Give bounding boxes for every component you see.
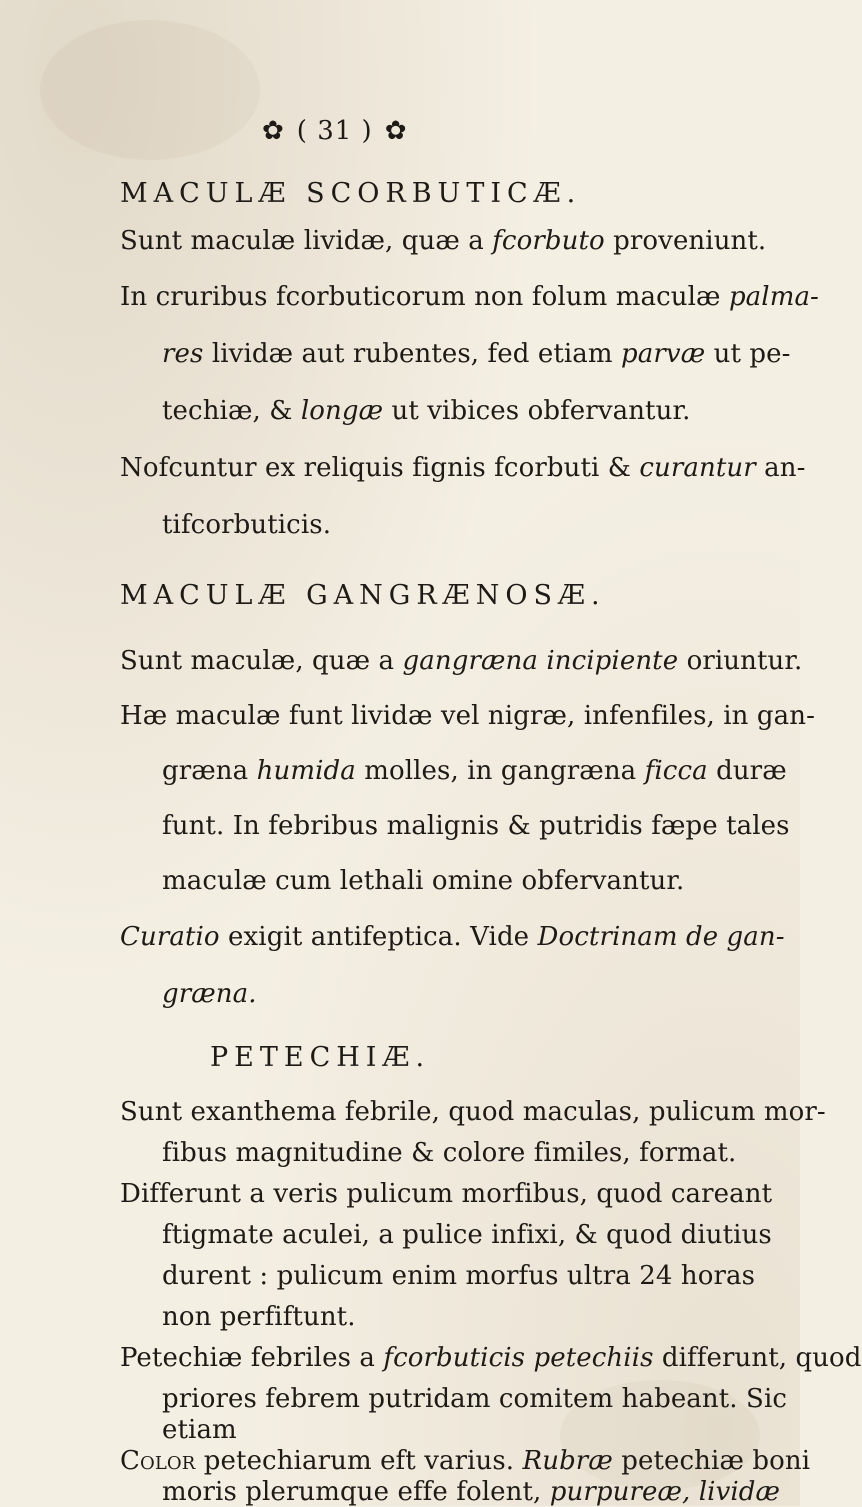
text-line [162,1263,755,1289]
text-run: In cruribus fcorbuticorum non folum maculæ [120,282,729,312]
italic-term: curantur [639,453,756,483]
text-line [162,813,790,839]
text-line [120,1448,810,1474]
text-run: ut vibices obfervantur. [383,396,691,426]
section-heading: PETECHIÆ. [210,1042,431,1073]
text-run: petechiarum eft varius. [195,1446,523,1476]
text-run: Sunt maculæ lividæ, quæ a [120,226,493,256]
text-run: tifcorbuticis. [162,510,332,540]
text-line [120,703,815,729]
text-line [162,1417,237,1443]
text-run: non perfiftunt. [162,1302,356,1332]
italic-term: fcorbuticis petechiis [383,1343,654,1373]
paper-stain [40,20,260,160]
text-run: Sunt exanthema febrile, quod maculas, pulicum mor- [120,1097,826,1127]
text-run: molles, in gangræna [355,756,645,786]
ornament-right-icon: ✿ [384,116,408,146]
italic-term: gangræna incipiente [402,646,679,676]
text-run: moris plerumque effe folent, [162,1477,550,1507]
text-run: differunt, quod [653,1343,862,1373]
italic-term: Doctrinam de gan- [537,922,785,952]
text-run: durent : pulicum enim morfus ultra 24 horas [162,1261,756,1291]
text-line [120,1099,826,1125]
text-line [120,284,819,310]
italic-term: longæ [300,396,384,426]
text-line [120,228,766,254]
text-line [120,455,806,481]
text-line [162,1479,780,1505]
small-caps-term: Color [120,1446,196,1476]
text-run: ut pe- [705,339,791,369]
text-line [162,758,787,784]
italic-term: ficca [644,756,708,786]
text-run: etiam [162,1415,237,1445]
text-run: techiæ, & [162,396,301,426]
text-line [120,1181,772,1207]
text-run: proveniunt. [604,226,767,256]
text-run: petechiæ boni [612,1446,811,1476]
italic-term: Curatio [120,922,220,952]
text-line [162,868,684,894]
text-run: maculæ cum lethali omine obfervantur. [162,866,685,896]
italic-term: Rubræ [522,1446,613,1476]
ornament-left-icon: ✿ [262,116,285,146]
text-run: ftigmate aculei, a pulice infixi, & quod diutius [162,1220,772,1250]
page-number: ( 31 ) [296,116,373,146]
text-line [120,648,802,674]
text-run: Sunt maculæ, quæ a [120,646,403,676]
italic-term: palma- [728,282,819,312]
italic-term: fcorbuto [492,226,605,256]
text-line [162,1140,736,1166]
text-line [120,1345,862,1371]
text-run: Nofcuntur ex reliquis fignis fcorbuti & [120,453,640,483]
text-run: exigit antifeptica. Vide [219,922,538,952]
italic-term: res [162,339,204,369]
text-run: Petechiæ febriles a [120,1343,384,1373]
text-run: Differunt a veris pulicum morfibus, quod careant [120,1179,773,1209]
text-line [162,512,331,538]
italic-term: purpureæ, lividæ [549,1477,781,1507]
page-header [262,118,408,144]
text-run: græna [162,756,257,786]
text-run: an- [755,453,806,483]
text-line [162,981,257,1007]
text-run: oriuntur. [678,646,803,676]
text-run: fibus magnitudine & colore fimiles, format. [162,1138,737,1168]
italic-term: græna. [162,979,257,1009]
text-run: Hæ maculæ funt lividæ vel nigræ, infenfiles, in gan- [120,701,815,731]
italic-term: humida [256,756,356,786]
text-line [162,1386,787,1412]
text-run: lividæ aut rubentes, fed etiam [203,339,622,369]
section-heading: MACULÆ SCORBUTICÆ. [120,178,582,209]
text-line [162,1304,356,1330]
italic-term: parvæ [621,339,706,369]
text-line [162,341,790,367]
text-run: duræ [707,756,787,786]
text-run: funt. In febribus malignis & putridis fæpe tales [162,811,790,841]
section-heading: MACULÆ GANGRÆNOSÆ. [120,580,606,611]
text-line [162,1222,772,1248]
text-line [120,924,785,950]
text-line [162,398,690,424]
text-run: priores febrem putridam comitem habeant. Sic [162,1384,788,1414]
